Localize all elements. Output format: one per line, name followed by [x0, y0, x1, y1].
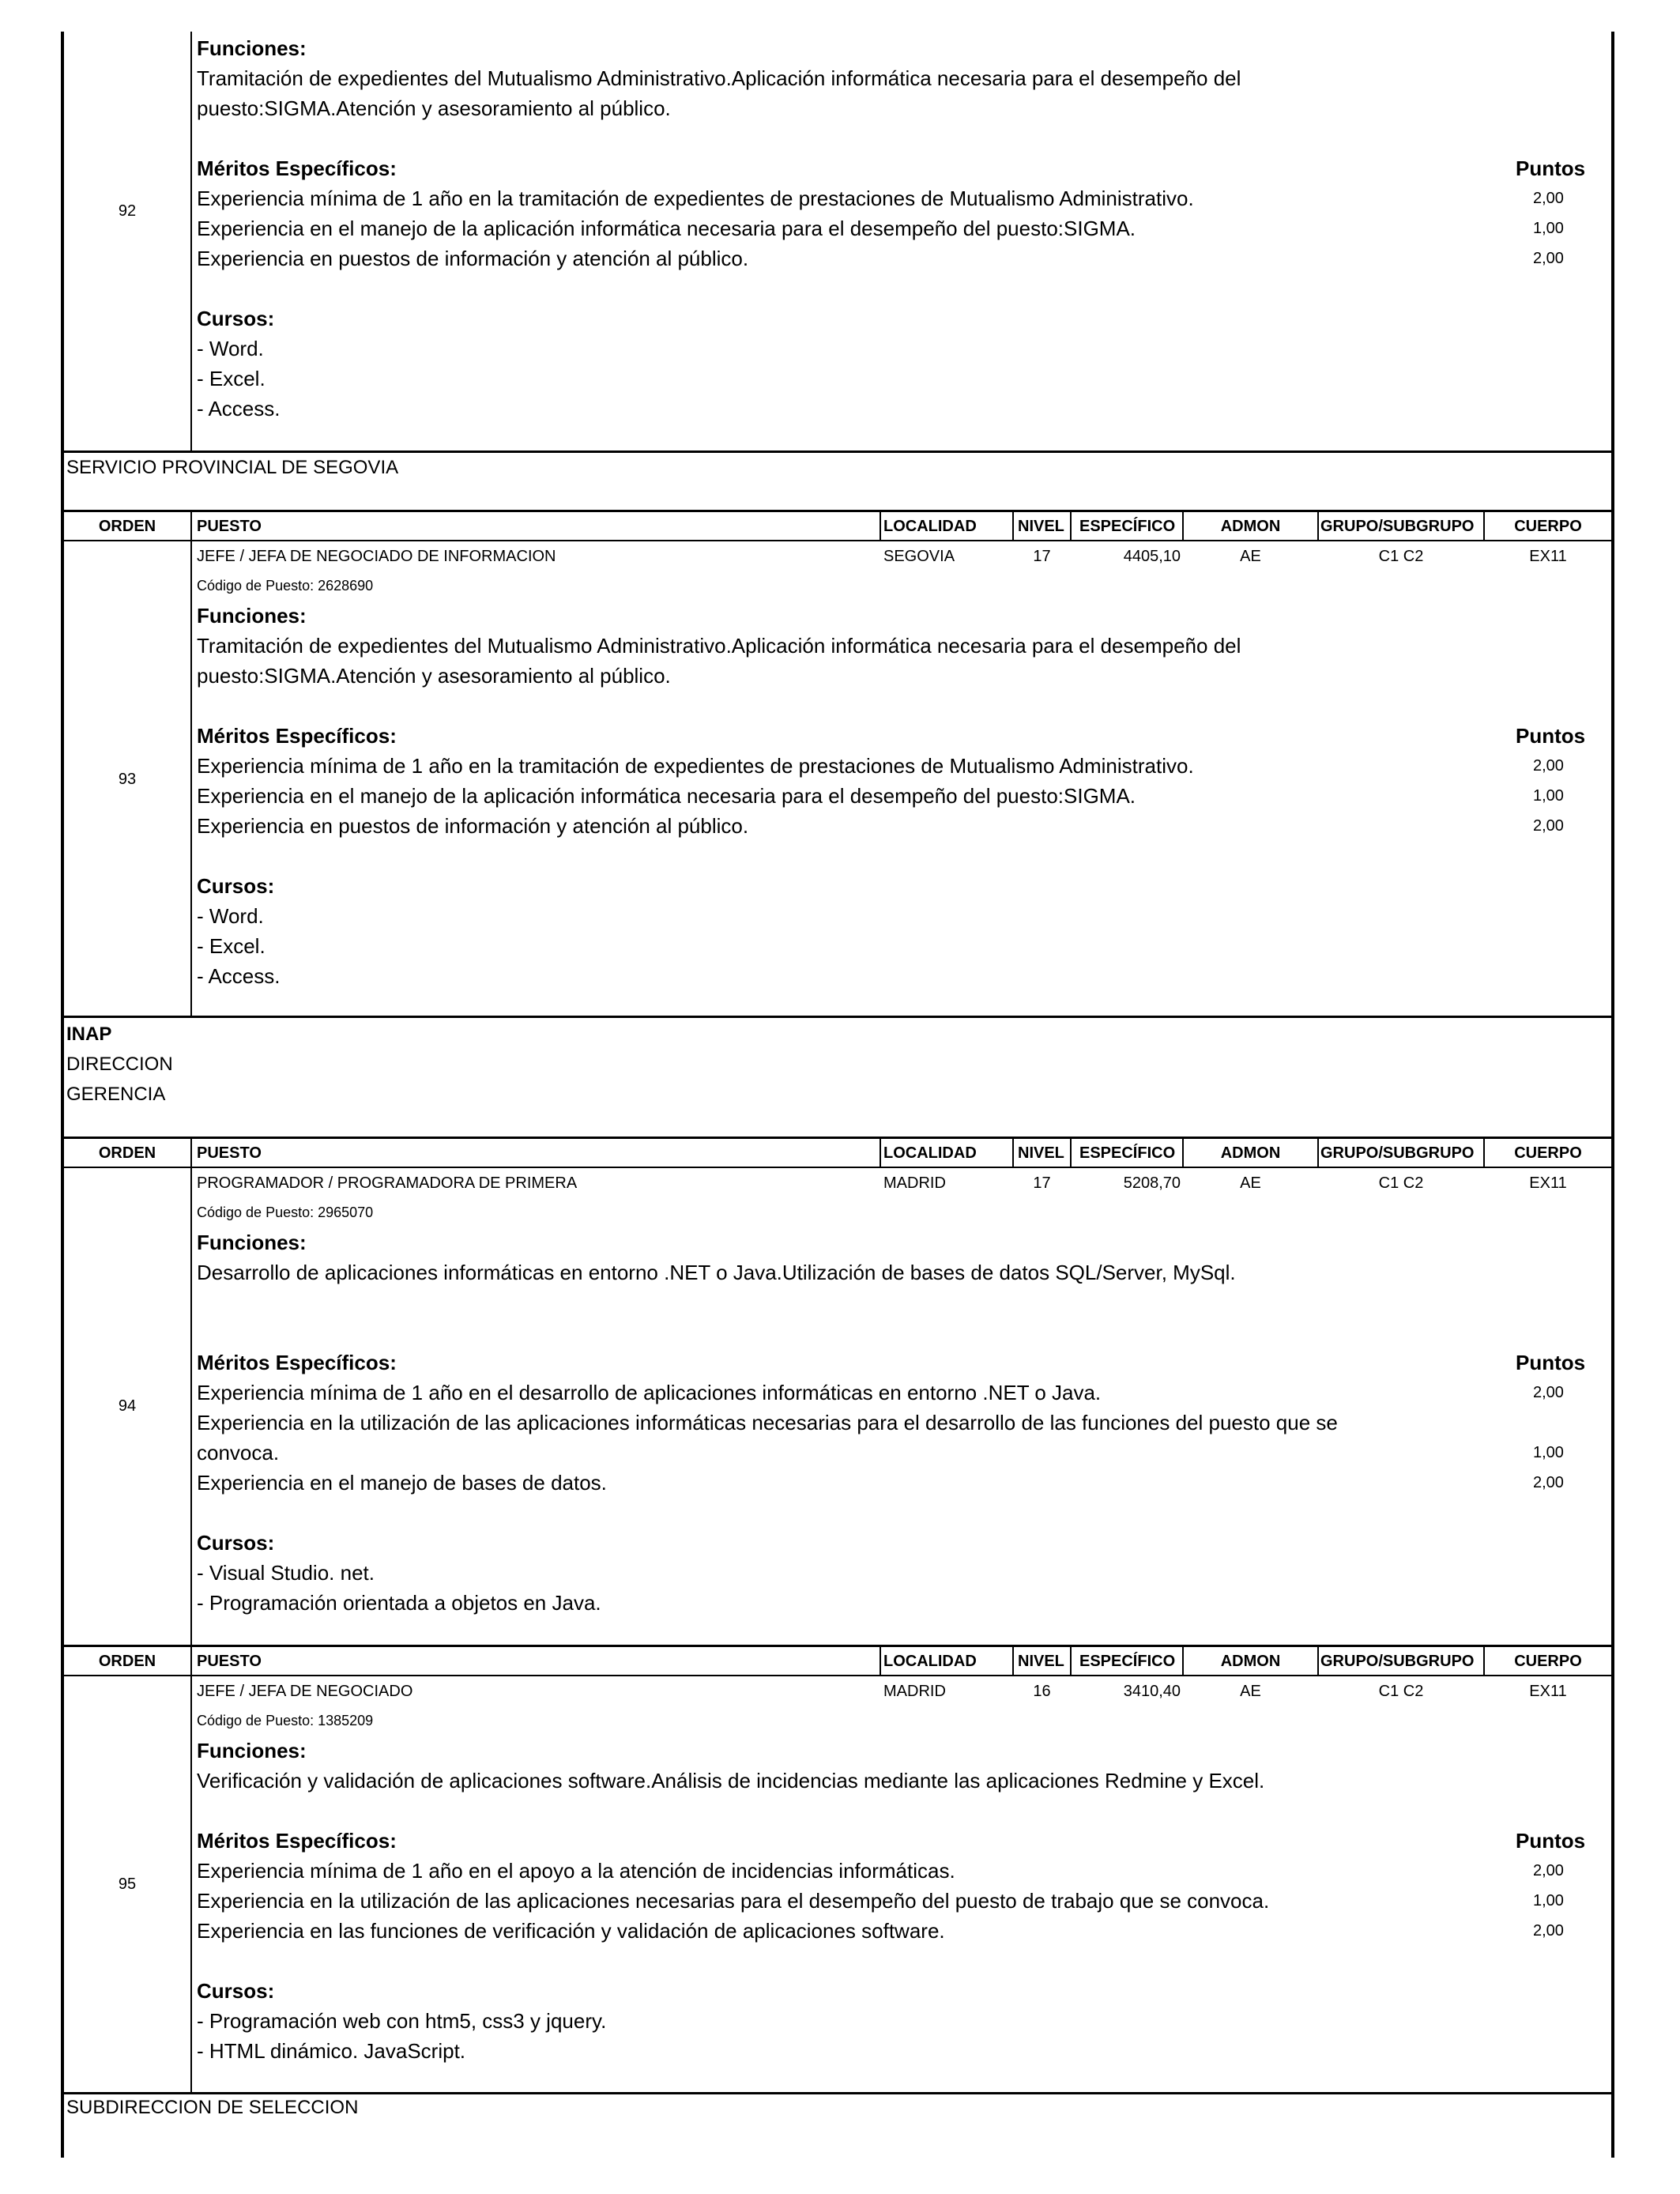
cuerpo-value: EX11 [1529, 1683, 1567, 1700]
orden-value: 94 [118, 1397, 137, 1415]
section-title: SERVICIO PROVINCIAL DE SEGOVIA [66, 457, 399, 478]
header-divider [880, 510, 881, 541]
puesto-name: PROGRAMADOR / PROGRAMADORA DE PRIMERA [197, 1174, 578, 1192]
puesto-name: JEFE / JEFA DE NEGOCIADO DE INFORMACION [197, 548, 556, 565]
funciones-label: Funciones: [197, 1739, 307, 1762]
merito-text: Experiencia en puestos de información y atención al público. [197, 814, 749, 838]
header-divider [1070, 510, 1072, 541]
localidad-value: MADRID [883, 1683, 946, 1700]
header-divider [1012, 1137, 1014, 1168]
especifico-value: 4405,10 [1123, 548, 1181, 565]
header-puesto: PUESTO [197, 1653, 262, 1670]
section-inap: INAP [66, 1023, 112, 1045]
localidad-value: MADRID [883, 1174, 946, 1192]
section-direccion: DIRECCION [66, 1054, 173, 1075]
header-puesto: PUESTO [197, 518, 262, 535]
especifico-value: 3410,40 [1123, 1683, 1181, 1700]
curso-item: - HTML dinámico. JavaScript. [197, 2039, 466, 2063]
orden-value: 93 [118, 771, 137, 788]
curso-item: - Excel. [197, 934, 266, 958]
cuerpo-value: EX11 [1529, 548, 1567, 565]
funciones-line: Desarrollo de aplicaciones informáticas en entorno .NET o Java.Utilización de bases de datos SQL/Server, MySql. [197, 1261, 1236, 1284]
header-bottom-line [61, 540, 1614, 541]
merito-text: Experiencia en las funciones de verificación y validación de aplicaciones software. [197, 1919, 945, 1943]
funciones-line: Tramitación de expedientes del Mutualismo Administrativo.Aplicación informática necesaria para el desempeño del [197, 634, 1241, 658]
header-localidad: LOCALIDAD [883, 518, 977, 535]
header-divider [1070, 1645, 1072, 1676]
grupo-value: C1 C2 [1378, 1683, 1424, 1700]
orden-divider [190, 1645, 192, 2093]
header-admon: ADMON [1220, 1653, 1281, 1670]
merito-text: Experiencia mínima de 1 año en el desarrollo de aplicaciones informáticas en entorno .NET o Java. [197, 1381, 1102, 1404]
cursos-label: Cursos: [197, 1531, 275, 1555]
puntos-label: Puntos [1516, 1351, 1586, 1374]
curso-item: - Word. [197, 337, 264, 360]
merito-puntos: 2,00 [1533, 1384, 1564, 1401]
header-top-line [61, 510, 1614, 512]
merito-puntos: 2,00 [1533, 757, 1564, 775]
header-divider [1317, 510, 1319, 541]
header-top-line [61, 1645, 1614, 1647]
cursos-label: Cursos: [197, 1979, 275, 2003]
merito-puntos: 2,00 [1533, 817, 1564, 835]
orden-value: 92 [118, 202, 137, 220]
nivel-value: 17 [1033, 1174, 1051, 1192]
header-grupo: GRUPO/SUBGRUPO [1320, 1144, 1475, 1162]
funciones-line: Verificación y validación de aplicaciones software.Análisis de incidencias mediante las aplicaciones Redmine y Excel. [197, 1769, 1265, 1793]
funciones-label: Funciones: [197, 1231, 307, 1254]
merito-text-cont: convoca. [197, 1441, 280, 1465]
merito-text: Experiencia mínima de 1 año en el apoyo a la atención de incidencias informáticas. [197, 1859, 955, 1883]
codigo-puesto: Código de Puesto: 2628690 [197, 578, 374, 594]
funciones-label: Funciones: [197, 36, 307, 60]
especifico-value: 5208,70 [1123, 1174, 1181, 1192]
header-divider [1070, 1137, 1072, 1168]
header-divider [880, 1137, 881, 1168]
row-separator [61, 2092, 1614, 2094]
curso-item: - Excel. [197, 367, 266, 390]
header-cuerpo: CUERPO [1514, 1144, 1582, 1162]
merito-puntos: 1,00 [1533, 220, 1564, 237]
merito-text: Experiencia en puestos de información y atención al público. [197, 247, 749, 270]
admon-value: AE [1240, 1174, 1261, 1192]
header-divider [880, 1645, 881, 1676]
merito-text: Experiencia en el manejo de la aplicación informática necesaria para el desempeño del puesto:SIGMA. [197, 217, 1136, 240]
header-cuerpo: CUERPO [1514, 1653, 1582, 1670]
header-nivel: NIVEL [1018, 1144, 1064, 1162]
header-especifico: ESPECÍFICO [1079, 1653, 1176, 1670]
puntos-label: Puntos [1516, 156, 1586, 180]
merito-text: Experiencia en la utilización de las aplicaciones necesarias para el desempeño del puesto de trabajo que se convoca. [197, 1889, 1270, 1913]
merito-text: Experiencia en el manejo de la aplicación informática necesaria para el desempeño del puesto:SIGMA. [197, 784, 1136, 808]
admon-value: AE [1240, 1683, 1261, 1700]
merito-text: Experiencia mínima de 1 año en la tramitación de expedientes de prestaciones de Mutualismo Administrativo. [197, 754, 1194, 778]
funciones-label: Funciones: [197, 604, 307, 628]
merito-puntos: 1,00 [1533, 787, 1564, 805]
section-gerencia: GERENCIA [66, 1084, 166, 1105]
meritos-label: Méritos Específicos: [197, 724, 397, 748]
merito-text: Experiencia en el manejo de bases de datos. [197, 1471, 607, 1495]
admon-value: AE [1240, 548, 1261, 565]
header-puesto: PUESTO [197, 1144, 262, 1162]
header-divider [1317, 1137, 1319, 1168]
header-localidad: LOCALIDAD [883, 1144, 977, 1162]
merito-puntos: 2,00 [1533, 190, 1564, 207]
orden-divider [190, 510, 192, 1016]
grupo-value: C1 C2 [1378, 548, 1424, 565]
header-divider [1317, 1645, 1319, 1676]
puntos-label: Puntos [1516, 1829, 1586, 1853]
curso-item: - Visual Studio. net. [197, 1561, 375, 1585]
curso-item: - Access. [197, 397, 281, 420]
header-localidad: LOCALIDAD [883, 1653, 977, 1670]
header-divider [1012, 1645, 1014, 1676]
cuerpo-value: EX11 [1529, 1174, 1567, 1192]
header-orden: ORDEN [98, 1144, 156, 1162]
header-nivel: NIVEL [1018, 518, 1064, 535]
curso-item: - Word. [197, 904, 264, 928]
header-divider [1012, 510, 1014, 541]
row-separator [61, 1016, 1614, 1018]
puntos-label: Puntos [1516, 724, 1586, 748]
meritos-label: Méritos Específicos: [197, 156, 397, 180]
right-border [1611, 32, 1614, 2158]
header-admon: ADMON [1220, 518, 1281, 535]
header-orden: ORDEN [98, 518, 156, 535]
grupo-value: C1 C2 [1378, 1174, 1424, 1192]
header-bottom-line [61, 1167, 1614, 1168]
funciones-line: puesto:SIGMA.Atención y asesoramiento al público. [197, 96, 671, 120]
header-grupo: GRUPO/SUBGRUPO [1320, 1653, 1475, 1670]
row-separator [61, 450, 1614, 453]
merito-puntos: 1,00 [1533, 1892, 1564, 1909]
nivel-value: 17 [1033, 548, 1051, 565]
header-cuerpo: CUERPO [1514, 518, 1582, 535]
curso-item: - Programación web con htm5, css3 y jquery. [197, 2009, 607, 2033]
orden-divider-92 [190, 32, 192, 452]
localidad-value: SEGOVIA [883, 548, 955, 565]
merito-puntos: 2,00 [1533, 1862, 1564, 1879]
section-subdireccion: SUBDIRECCION DE SELECCION [66, 2097, 359, 2118]
nivel-value: 16 [1033, 1683, 1051, 1700]
cursos-label: Cursos: [197, 874, 275, 898]
header-especifico: ESPECÍFICO [1079, 1144, 1176, 1162]
header-top-line [61, 1137, 1614, 1139]
header-nivel: NIVEL [1018, 1653, 1064, 1670]
orden-divider [190, 1137, 192, 1646]
funciones-line: puesto:SIGMA.Atención y asesoramiento al público. [197, 664, 671, 688]
merito-puntos: 1,00 [1533, 1444, 1564, 1461]
merito-puntos: 2,00 [1533, 1922, 1564, 1940]
header-bottom-line [61, 1675, 1614, 1676]
meritos-label: Méritos Específicos: [197, 1829, 397, 1853]
curso-item: - Access. [197, 964, 281, 988]
merito-puntos: 2,00 [1533, 250, 1564, 267]
merito-puntos: 2,00 [1533, 1474, 1564, 1491]
merito-text: Experiencia en la utilización de las aplicaciones informáticas necesarias para el desarrollo de las funciones del puesto que se [197, 1411, 1338, 1434]
header-admon: ADMON [1220, 1144, 1281, 1162]
meritos-label: Méritos Específicos: [197, 1351, 397, 1374]
header-especifico: ESPECÍFICO [1079, 518, 1176, 535]
left-border [61, 32, 64, 2158]
header-orden: ORDEN [98, 1653, 156, 1670]
codigo-puesto: Código de Puesto: 2965070 [197, 1204, 374, 1220]
orden-value: 95 [118, 1875, 137, 1893]
codigo-puesto: Código de Puesto: 1385209 [197, 1713, 374, 1728]
puesto-name: JEFE / JEFA DE NEGOCIADO [197, 1683, 413, 1700]
header-grupo: GRUPO/SUBGRUPO [1320, 518, 1475, 535]
cursos-label: Cursos: [197, 307, 275, 330]
funciones-line: Tramitación de expedientes del Mutualismo Administrativo.Aplicación informática necesaria para el desempeño del [197, 66, 1241, 90]
curso-item: - Programación orientada a objetos en Java. [197, 1591, 601, 1615]
merito-text: Experiencia mínima de 1 año en la tramitación de expedientes de prestaciones de Mutualismo Administrativo. [197, 187, 1194, 210]
